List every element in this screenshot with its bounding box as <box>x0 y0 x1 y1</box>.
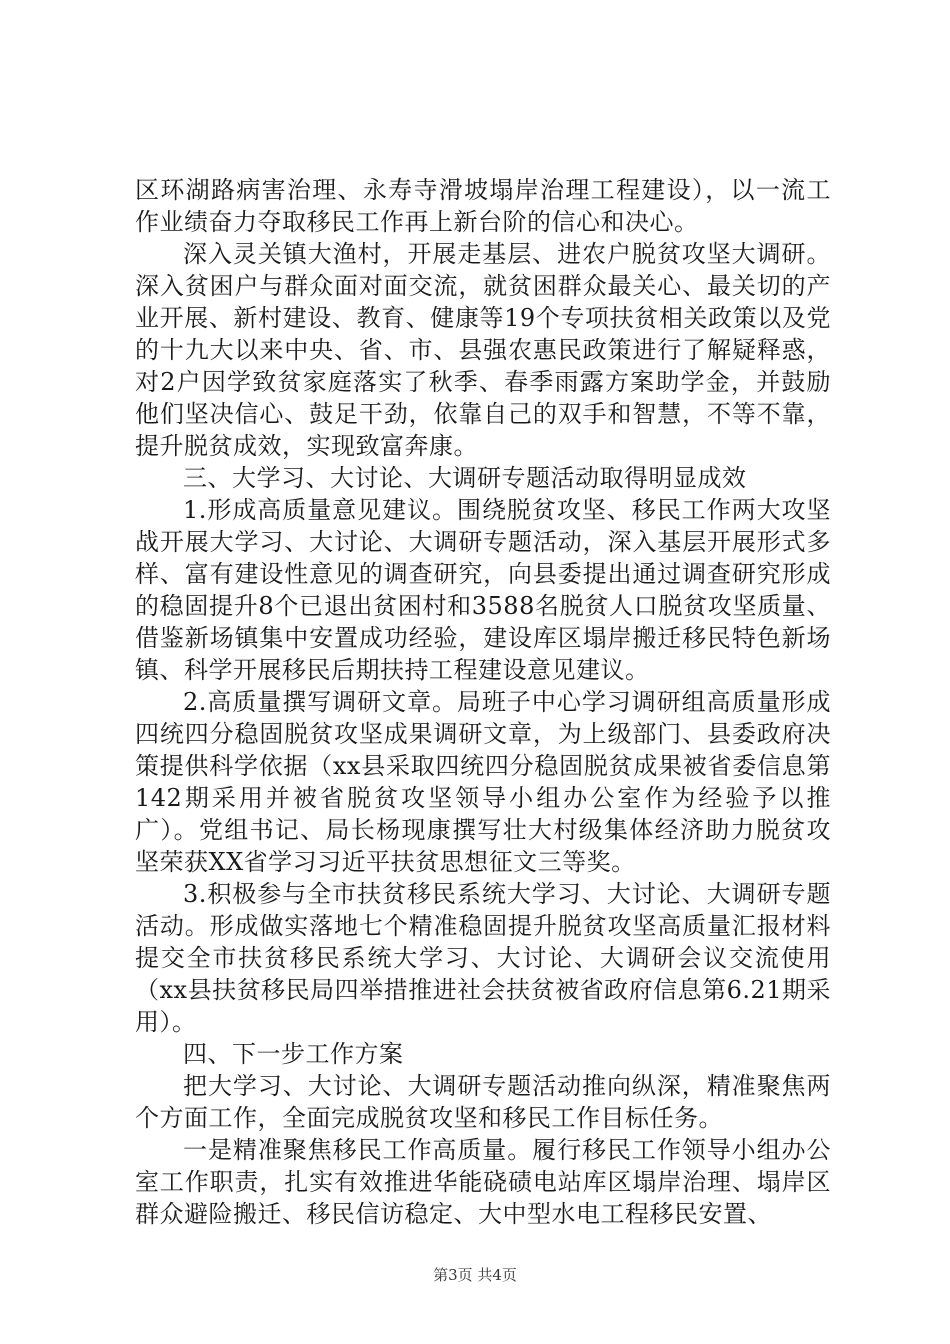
paragraph-continuation: 区环湖路病害治理、永寿寺滑坡塌岸治理工程建设），以一流工作业绩奋力夺取移民工作再上新台阶的信心和决心。 <box>135 176 831 236</box>
paragraph-item-3: 3.积极参与全市扶贫移民系统大学习、大讨论、大调研专题活动。形成做实落地七个精准稳固提升脱贫攻坚高质量汇报材料提交全市扶贫移民系统大学习、大讨论、大调研会议交流使用（xx县扶贫移民局四举措推进社会扶贫被省政府信息第6.21期采用）。 <box>135 880 832 1036</box>
paragraph-next-steps: 把大学习、大讨论、大调研专题活动推向纵深，精准聚焦两个方面工作，全面完成脱贫攻坚和移民工作目标任务。 <box>135 1072 831 1132</box>
section-heading-4: 四、下一步工作方案 <box>183 1040 404 1068</box>
page-footer: 第3页 共4页 <box>433 1266 517 1284</box>
paragraph-item-1: 1.形成高质量意见建议。围绕脱贫攻坚、移民工作两大攻坚战开展大学习、大讨论、大调研专题活动，深入基层开展形式多样、富有建设性意见的调查研究，向县委提出通过调查研究形成的稳固提升8个已退出贫困村和3588名脱贫人口脱贫攻坚质量、借鉴新场镇集中安置成功经验，建设库区塌岸搬迁移民特色新场镇、科学开展移民后期扶持工程建设意见建议。 <box>135 496 831 684</box>
paragraph-focus-1: 一是精准聚焦移民工作高质量。履行移民工作领导小组办公室工作职责，扎实有效推进华能硗碛电站库区塌岸治理、塌岸区群众避险搬迁、移民信访稳定、大中型水电工程移民安置、 <box>135 1136 831 1228</box>
section-heading-3: 三、大学习、大讨论、大调研专题活动取得明显成效 <box>183 464 747 492</box>
document-body <box>135 174 831 1230</box>
paragraph-item-2: 2.高质量撰写调研文章。局班子中心学习调研组高质量形成四统四分稳固脱贫攻坚成果调研文章，为上级部门、县委政府决策提供科学依据（xx县采取四统四分稳固脱贫成果被省委信息第142期采用并被省脱贫攻坚领导小组办公室作为经验予以推广）。党组书记、局长杨现康撰写壮大村级集体经济助力脱贫攻坚荣获XX省学习习近平扶贫思想征文三等奖。 <box>135 688 831 876</box>
paragraph-field-research: 深入灵关镇大渔村，开展走基层、进农户脱贫攻坚大调研。深入贫困户与群众面对面交流，就贫困群众最关心、最关切的产业开展、新村建设、教育、健康等19个专项扶贫相关政策以及党的十九大以来中央、省、市、县强农惠民政策进行了解疑释惑，对2户因学致贫家庭落实了秋季、春季雨露方案助学金，并鼓励他们坚决信心、鼓足干劲，依靠自己的双手和智慧，不等不靠，提升脱贫成效，实现致富奔康。 <box>135 240 831 460</box>
